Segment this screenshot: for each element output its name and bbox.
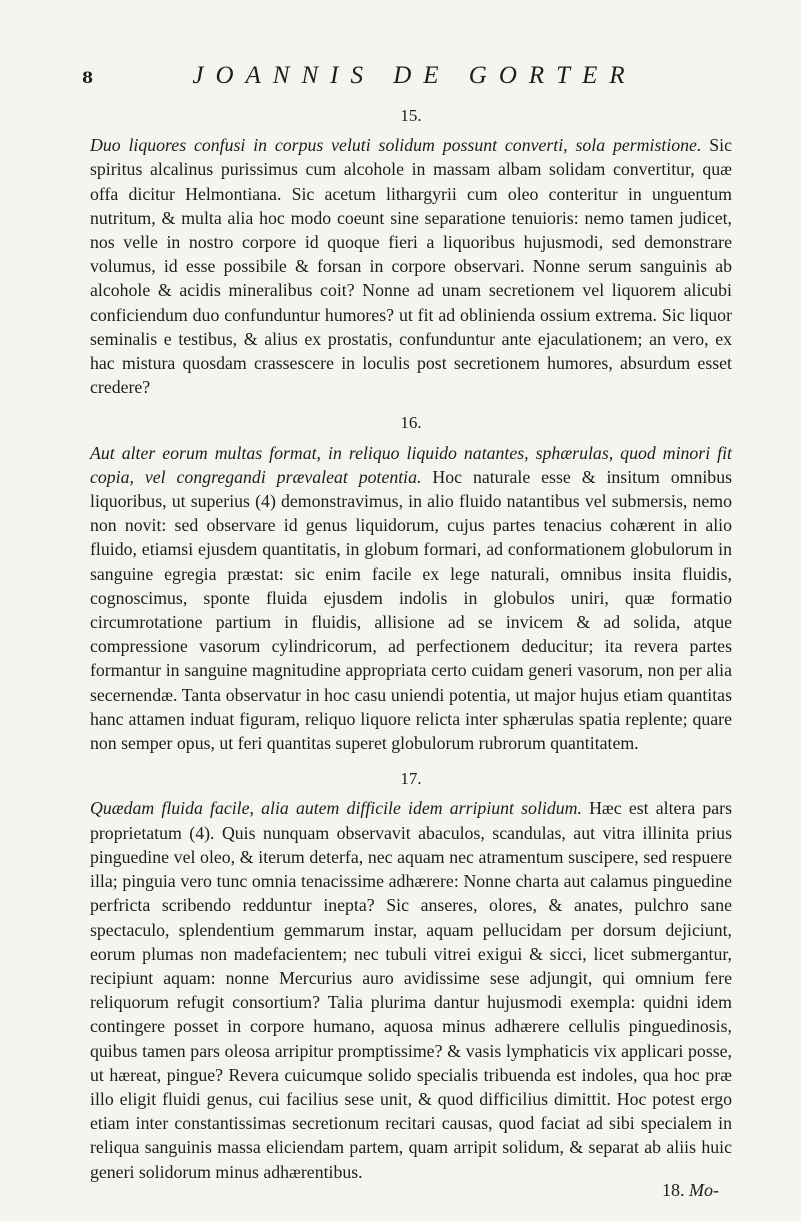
- paragraph: [90, 796, 732, 1183]
- running-head: [0, 62, 801, 96]
- running-title: JOANNIS DE GORTER: [192, 62, 637, 89]
- paragraph-text: Hoc naturale esse & insitum omnibus liquoribus, ut superius (4) demonstravimus, in alio fluido natantibus vel submersis, nemo non novit: sed observare id genus liquidorum, cujus partes tenacius cohærent in alio fluido, etiamsi ejusdem quantitatis, in globum formari, ad conformationem globulorum in sanguine egregia præstat: sic enim facile ex lege naturali, omnibus insita fluidis, cognoscimus, sponte fluida ejusdem indolis in globulos uniri, quæ formatio circumrotatione partium in fluidis, allisione ad se invicem & ad solida, atque compressione vasorum cylindricorum, ad perfectionem deducitur; ita revera partes formantur in sanguine magnitudine appropriata certo cuidam generi vasorum, non per alia secernendæ. Tanta observatur in hoc casu uniendi potentia, ut major hujus etiam quantitas hanc attamen induat figuram, reliquo liquore relicta inter sphærulas spatia replente; quare non semper opus, ut feri quantitas superet globulorum rubrorum quantitatem.: [90, 466, 733, 754]
- body-text: [90, 104, 732, 1196]
- catchword-number: 18.: [662, 1180, 685, 1200]
- section-number: 15.: [400, 106, 422, 125]
- thesis-statement: Quædam fluida facile, alia autem difficile idem arripiunt solidum.: [90, 798, 582, 819]
- page-number: 8: [82, 68, 94, 87]
- thesis-statement: Duo liquores confusi in corpus veluti solidum possunt converti, sola permistione.: [90, 135, 702, 156]
- section-number: 17.: [400, 769, 422, 789]
- catchword-text: Mo-: [689, 1180, 719, 1200]
- paragraph-text: Hæc est altera pars proprietatum (4). Quis nunquam observavit abaculos, scandulas, aut vitra illinita prius pinguedine vel oleo, & iterum deterfa, nec aquam nec atramentum suscipere, sed respuere illa; pinguia vero tunc omnia tenacissime adhærere: Nonne charta aut calamus pinguedine perfricta scribendo redduntur inepta? Sic anseres, olores, & anates, pulchro sane spectaculo, splendentium gemmarum instar, aquam pellucidam per dorsum dejiciunt, eorum plumas non madefacientem; nec tubuli vitrei exigui & sicci, licet submergantur, recipiunt aquam: nonne Mercurius auro avidissime sese adjungit, qui omnium fere reliquorum refugit consortium? Talia plurima dantur hujusmodi exempla: quidni idem contingere posset in corpore humano, aquosa minus adhærere cellulis pinguedinosis, quibus tamen pars oleosa arripitur promptissime? & vasis lymphaticis vix applicari posse, ut hæreat, pingue? Revera cuicumque solido specialis tribuenda est indoles, qua hoc præ illo eligit fluidi genus, cui facilius sese unit, & quod difficilius dimittit. Hoc potest ergo etiam inter constantissimas secretionum recitari causas, quod faciat ad sibi specialem in reliqua sanguinis massa eliciendam partem, quam arripit solidum, & separat ab aliis huic generi solidorum minus adhærentibus.: [90, 798, 733, 1182]
- paragraph: [90, 133, 732, 399]
- catchword: [662, 1180, 719, 1201]
- paragraph: [90, 441, 732, 756]
- section-number: 16.: [400, 413, 422, 433]
- paragraph-text: Sic spiritus alcalinus purissimus cum alcohole in massam albam solidam convertitur, quæ offa dicitur Helmontiana. Sic acetum lithargyrii cum oleo conteritur in unguentum nutritum, & multa alia hoc modo coeunt sine separatione tenuioris: nemo tamen judicet, nos velle in nostro corpore id quoque fieri a liquoribus hujusmodi, sed demonstrare volumus, id esse possibile & forsan in corpore observari. Nonne serum sanguinis ab alcohole & acidis mineralibus coit? Nonne ad unam secretionem vel liquorem alicubi conficiendum duo confunduntur humores? ut fit ad oblinienda ossium extrema. Sic liquor seminalis e testibus, & alius ex prostatis, confunduntur ante ejaculationem; an vero, ex hac mistura quosdam crassescere in loculis post secretionem humores, absurdum esset credere?: [90, 135, 732, 398]
- thesis-statement: Aut alter eorum multas format, in reliquo liquido natantes, sphærulas, quod minori fit copia, vel congregandi prævaleat potentia.: [90, 442, 732, 487]
